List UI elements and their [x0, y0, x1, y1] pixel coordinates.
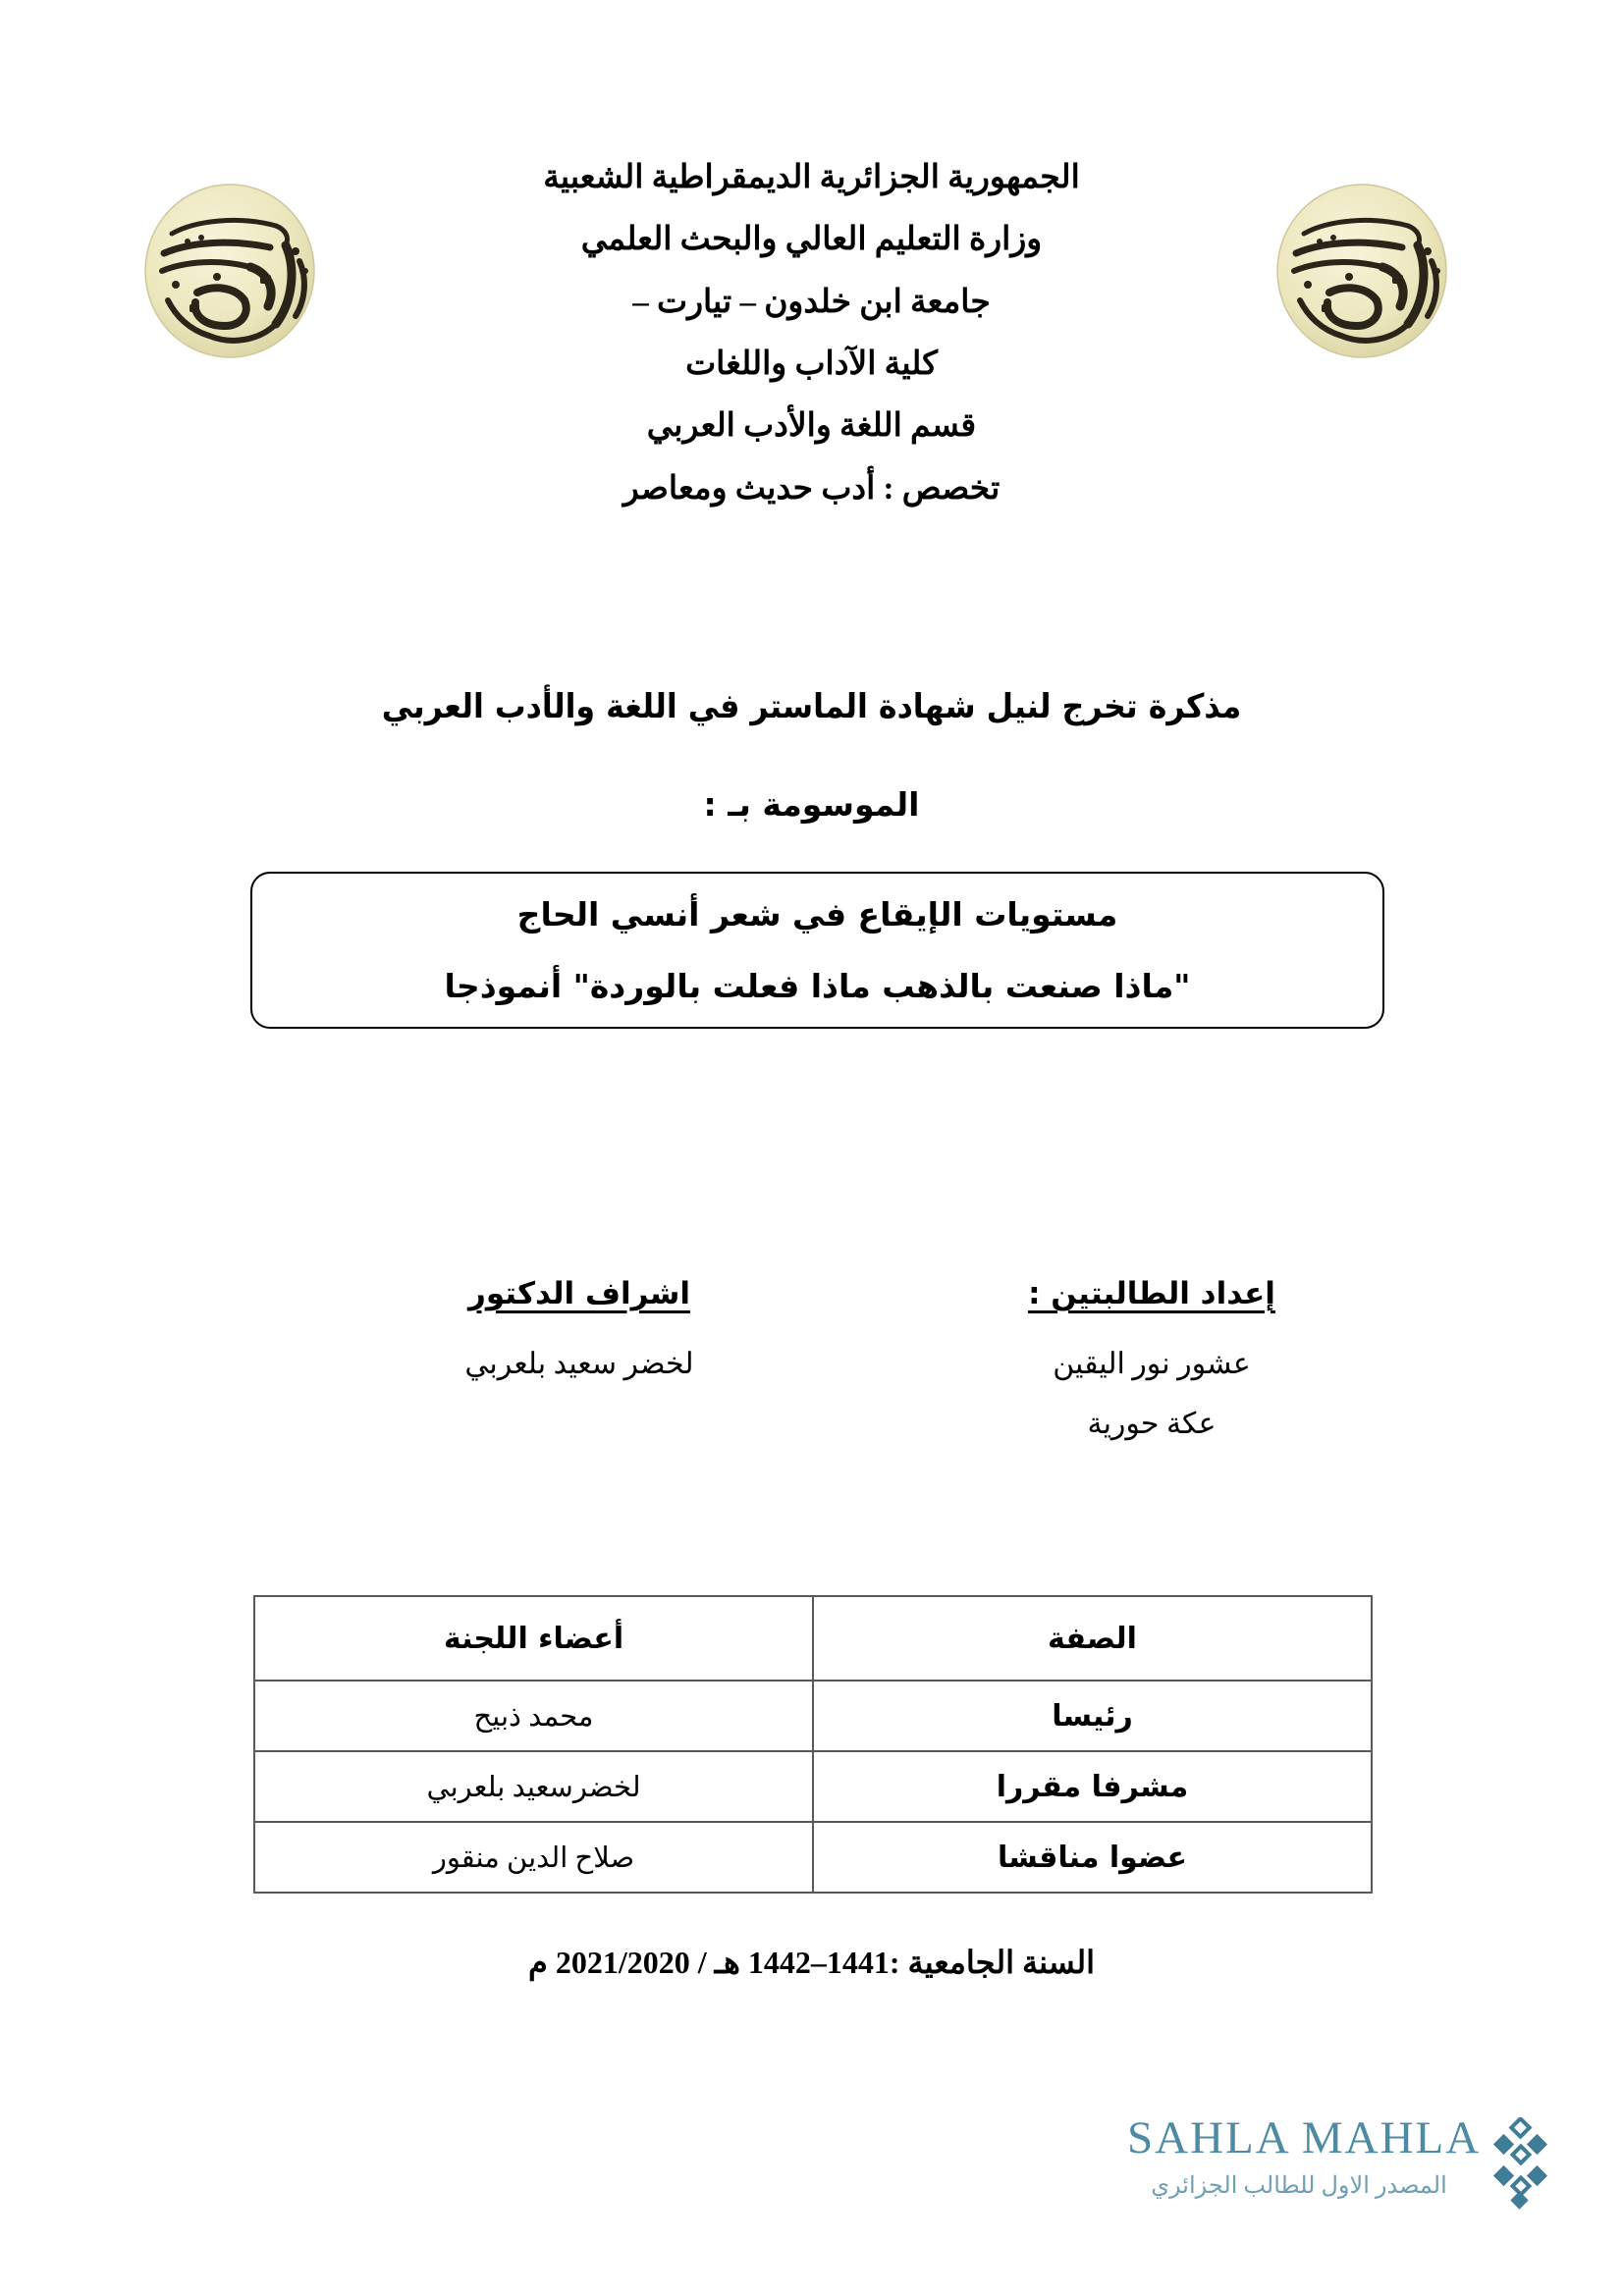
faculty-line: كلية الآداب واللغات	[685, 347, 938, 383]
jury-role-3: عضوا مناقشا	[813, 1822, 1372, 1893]
page-header	[0, 147, 1623, 507]
supervisor-column	[373, 1276, 785, 1381]
credits-section	[0, 1276, 1623, 1453]
thesis-title-line-2: "ماذا صنعت بالذهب ماذا فعلت بالوردة" أنموذجا	[444, 967, 1191, 1005]
student-name-1: عشور نور اليقين	[1053, 1348, 1251, 1380]
students-column	[926, 1276, 1378, 1441]
table-row	[254, 1751, 1372, 1822]
ministry-line: وزارة التعليم العالي والبحث العلمي	[580, 222, 1043, 258]
jury-role-1: رئيسا	[813, 1681, 1372, 1751]
university-line: جامعة ابن خلدون – تيارت –	[632, 284, 991, 320]
students-heading: إعداد الطالبتين :	[1028, 1276, 1275, 1311]
supervisor-name: لخضر سعيد بلعربي	[464, 1348, 694, 1380]
institution-heading	[0, 147, 1623, 520]
supervisor-heading: اشراف الدكتور	[468, 1276, 690, 1311]
jury-role-2: مشرفا مقررا	[813, 1751, 1372, 1822]
thesis-title-box	[250, 872, 1384, 1029]
academic-year: السنة الجامعية :1441–1442 هـ / 2021/2020 م	[528, 1945, 1095, 1980]
table-row	[254, 1681, 1372, 1751]
jury-name-1: محمد ذبيح	[254, 1681, 813, 1751]
tagged-label: الموسومة بـ :	[703, 785, 920, 824]
specialty-line: تخصص : أدب حديث ومعاصر	[622, 470, 1001, 507]
department-line: قسم اللغة والأدب العربي	[646, 408, 977, 445]
jury-name-3: صلاح الدين منقور	[254, 1822, 813, 1893]
thesis-title-line-1: مستويات الإيقاع في شعر أنسي الحاج	[516, 895, 1118, 934]
table-row	[254, 1822, 1372, 1893]
sahla-mahla-logo-icon	[1483, 2117, 1559, 2212]
watermark-subtitle: المصدر الاول للطالب الجزائري	[1151, 2173, 1447, 2199]
header-role: الصفة	[813, 1596, 1372, 1681]
student-name-2: عكة حورية	[1087, 1408, 1217, 1440]
watermark-text	[1127, 2112, 1482, 2200]
jury-table	[253, 1595, 1373, 1894]
sahla-mahla-watermark	[1127, 2112, 1559, 2248]
degree-statement: مذكرة تخرج لنيل شهادة الماستر في اللغة والأدب العربي	[381, 687, 1242, 726]
country-line: الجمهورية الجزائرية الديمقراطية الشعبية	[543, 160, 1080, 195]
header-name: أعضاء اللجنة	[254, 1596, 813, 1681]
table-header-row	[254, 1596, 1372, 1681]
jury-name-2: لخضرسعيد بلعربي	[254, 1751, 813, 1822]
watermark-title: SAHLA MAHLA	[1127, 2112, 1482, 2163]
